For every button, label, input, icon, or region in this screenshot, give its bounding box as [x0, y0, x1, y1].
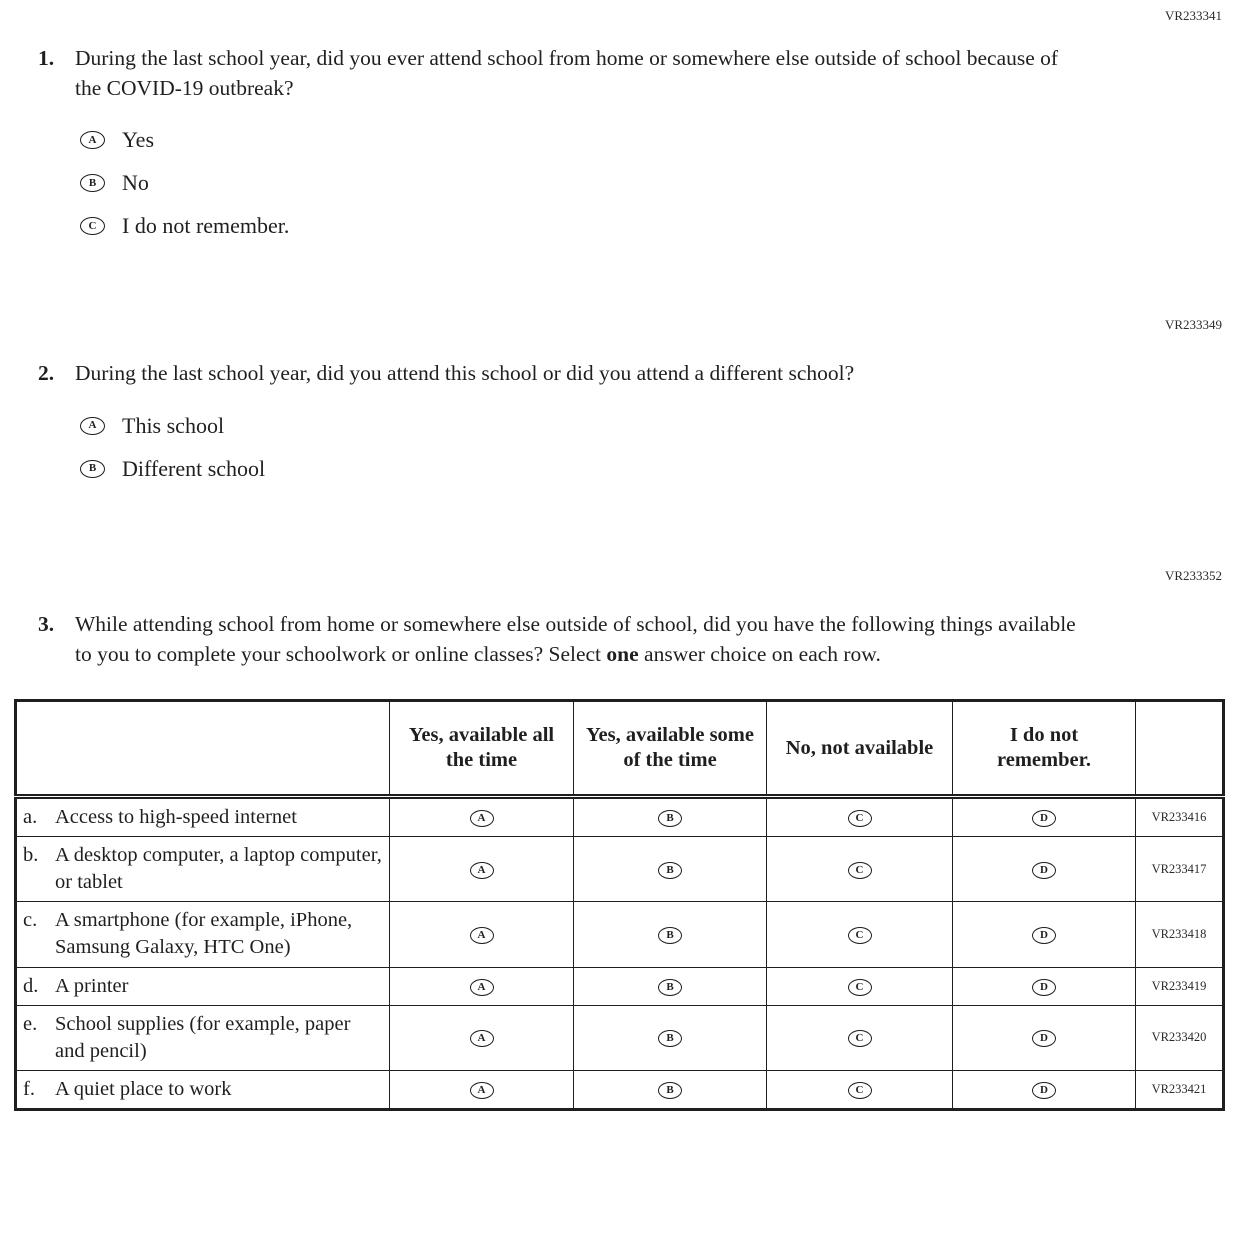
row-item-label — [16, 967, 390, 1005]
table-row — [16, 1005, 1224, 1070]
answer-cell-a[interactable] — [390, 902, 574, 967]
row-code: VR233417 — [1136, 837, 1224, 902]
table-header-do-not-remember: I do not remember. — [953, 701, 1136, 797]
bubble-c-icon[interactable]: C — [848, 979, 872, 996]
row-text: A smartphone (for example, iPhone, Samsung Galaxy, HTC One) — [55, 909, 353, 959]
bubble-c-icon[interactable]: C — [848, 927, 872, 944]
bubble-a-icon[interactable]: A — [470, 810, 494, 827]
answer-cell-d[interactable] — [953, 1070, 1136, 1109]
bubble-a-icon[interactable]: A — [470, 979, 494, 996]
bubble-d-icon[interactable]: D — [1032, 927, 1056, 944]
table-header-blank — [16, 701, 390, 797]
availability-table-body — [16, 797, 1224, 1109]
bubble-c-icon[interactable]: C — [848, 862, 872, 879]
row-letter: a. — [23, 806, 38, 829]
bubble-c-icon[interactable]: C — [848, 1082, 872, 1099]
table-row — [16, 797, 1224, 837]
answer-cell-b[interactable] — [574, 1005, 767, 1070]
bubble-b-icon[interactable]: B — [658, 1082, 682, 1099]
table-header-available-all-time: Yes, available all the time — [390, 701, 574, 797]
bubble-b-icon[interactable]: B — [658, 810, 682, 827]
answer-cell-b[interactable] — [574, 837, 767, 902]
row-letter: d. — [23, 974, 39, 997]
bubble-b-icon[interactable]: B — [80, 174, 105, 192]
question-2-options — [80, 413, 1214, 482]
table-row — [16, 1070, 1224, 1109]
option-label: This school — [122, 412, 225, 438]
q3-text-after: answer choice on each row. — [638, 641, 881, 666]
bubble-b-icon[interactable]: B — [80, 460, 105, 478]
row-code: VR233416 — [1136, 797, 1224, 837]
table-header-row — [16, 701, 1224, 797]
answer-cell-a[interactable] — [390, 1005, 574, 1070]
row-text: A printer — [55, 974, 129, 997]
table-header-not-available: No, not available — [767, 701, 953, 797]
row-item-label — [16, 902, 390, 967]
table-header-available-some-time: Yes, available some of the time — [574, 701, 767, 797]
option-label: Yes — [122, 127, 155, 153]
bubble-d-icon[interactable]: D — [1032, 979, 1056, 996]
answer-cell-c[interactable] — [767, 797, 953, 837]
availability-table — [14, 699, 1225, 1110]
answer-cell-c[interactable] — [767, 902, 953, 967]
question-2 — [38, 359, 1214, 482]
answer-cell-c[interactable] — [767, 837, 953, 902]
bubble-a-icon[interactable]: A — [80, 417, 105, 435]
answer-cell-d[interactable] — [953, 967, 1136, 1005]
answer-cell-a[interactable] — [390, 797, 574, 837]
question-1-code: VR233341 — [1164, 8, 1222, 23]
table-header-code-blank — [1136, 701, 1224, 797]
question-2-number: 2. — [38, 361, 55, 386]
question-3 — [38, 610, 1214, 669]
answer-cell-a[interactable] — [390, 837, 574, 902]
row-code: VR233419 — [1136, 967, 1224, 1005]
answer-cell-b[interactable] — [574, 967, 767, 1005]
table-row — [16, 967, 1224, 1005]
row-text: A quiet place to work — [55, 1077, 232, 1100]
bubble-a-icon[interactable]: A — [470, 1082, 494, 1099]
answer-cell-c[interactable] — [767, 1005, 953, 1070]
answer-cell-d[interactable] — [953, 797, 1136, 837]
row-letter: c. — [23, 909, 38, 932]
q3-text-before: While attending school from home or somewhere else outside of school, did you have the following things available to you to complete your schoolwork or online classes? Select — [75, 611, 1076, 666]
question-2-text: During the last school year, did you attend this school or did you attend a different school? — [75, 361, 855, 386]
row-code: VR233421 — [1136, 1070, 1224, 1109]
bubble-d-icon[interactable]: D — [1032, 1082, 1056, 1099]
table-row — [16, 902, 1224, 967]
bubble-d-icon[interactable]: D — [1032, 810, 1056, 827]
answer-cell-b[interactable] — [574, 1070, 767, 1109]
question-3-text — [75, 610, 1080, 669]
q1-option-do-not-remember[interactable] — [80, 213, 1214, 239]
bubble-d-icon[interactable]: D — [1032, 862, 1056, 879]
answer-cell-a[interactable] — [390, 967, 574, 1005]
answer-cell-d[interactable] — [953, 902, 1136, 967]
answer-cell-b[interactable] — [574, 902, 767, 967]
bubble-b-icon[interactable]: B — [658, 979, 682, 996]
option-label: No — [122, 170, 149, 196]
row-letter: e. — [23, 1012, 38, 1035]
question-3-code: VR233352 — [1164, 567, 1222, 583]
row-text: A desktop computer, a laptop computer, or tablet — [55, 844, 382, 894]
row-item-label — [16, 1070, 390, 1109]
bubble-d-icon[interactable]: D — [1032, 1030, 1056, 1047]
question-3-number: 3. — [38, 611, 55, 636]
q2-option-this-school[interactable] — [80, 413, 1214, 439]
bubble-c-icon[interactable]: C — [80, 217, 105, 235]
q1-option-yes[interactable] — [80, 127, 1214, 153]
row-item-label — [16, 837, 390, 902]
bubble-a-icon[interactable]: A — [470, 862, 494, 879]
bubble-a-icon[interactable]: A — [470, 927, 494, 944]
question-1-text: During the last school year, did you ever attend school from home or somewhere else outside of school because of the COVID-19 outbreak? — [75, 46, 1059, 100]
bubble-b-icon[interactable]: B — [658, 1030, 682, 1047]
answer-cell-c[interactable] — [767, 1070, 953, 1109]
bubble-b-icon[interactable]: B — [658, 927, 682, 944]
row-item-label — [16, 797, 390, 837]
question-1-number: 1. — [38, 46, 55, 70]
row-text: Access to high-speed internet — [55, 806, 297, 829]
answer-cell-d[interactable] — [953, 837, 1136, 902]
bubble-b-icon[interactable]: B — [658, 862, 682, 879]
answer-cell-c[interactable] — [767, 967, 953, 1005]
option-label: Different school — [122, 455, 266, 481]
row-code: VR233418 — [1136, 902, 1224, 967]
option-label: I do not remember. — [122, 213, 290, 239]
bubble-c-icon[interactable]: C — [848, 810, 872, 827]
question-2-code: VR233349 — [1164, 317, 1222, 333]
bubble-c-icon[interactable]: C — [848, 1030, 872, 1047]
q3-bold-word: one — [606, 641, 639, 666]
row-letter: b. — [23, 844, 39, 867]
q1-option-no[interactable] — [80, 170, 1214, 196]
row-letter: f. — [23, 1077, 35, 1100]
row-text: School supplies (for example, paper and pencil) — [55, 1012, 351, 1062]
q2-option-different-school[interactable] — [80, 456, 1214, 482]
question-1 — [38, 44, 1214, 239]
table-row — [16, 837, 1224, 902]
row-item-label — [16, 1005, 390, 1070]
bubble-a-icon[interactable]: A — [470, 1030, 494, 1047]
bubble-a-icon[interactable]: A — [80, 131, 105, 149]
question-1-options — [80, 127, 1214, 239]
answer-cell-b[interactable] — [574, 797, 767, 837]
answer-cell-a[interactable] — [390, 1070, 574, 1109]
answer-cell-d[interactable] — [953, 1005, 1136, 1070]
row-code: VR233420 — [1136, 1005, 1224, 1070]
